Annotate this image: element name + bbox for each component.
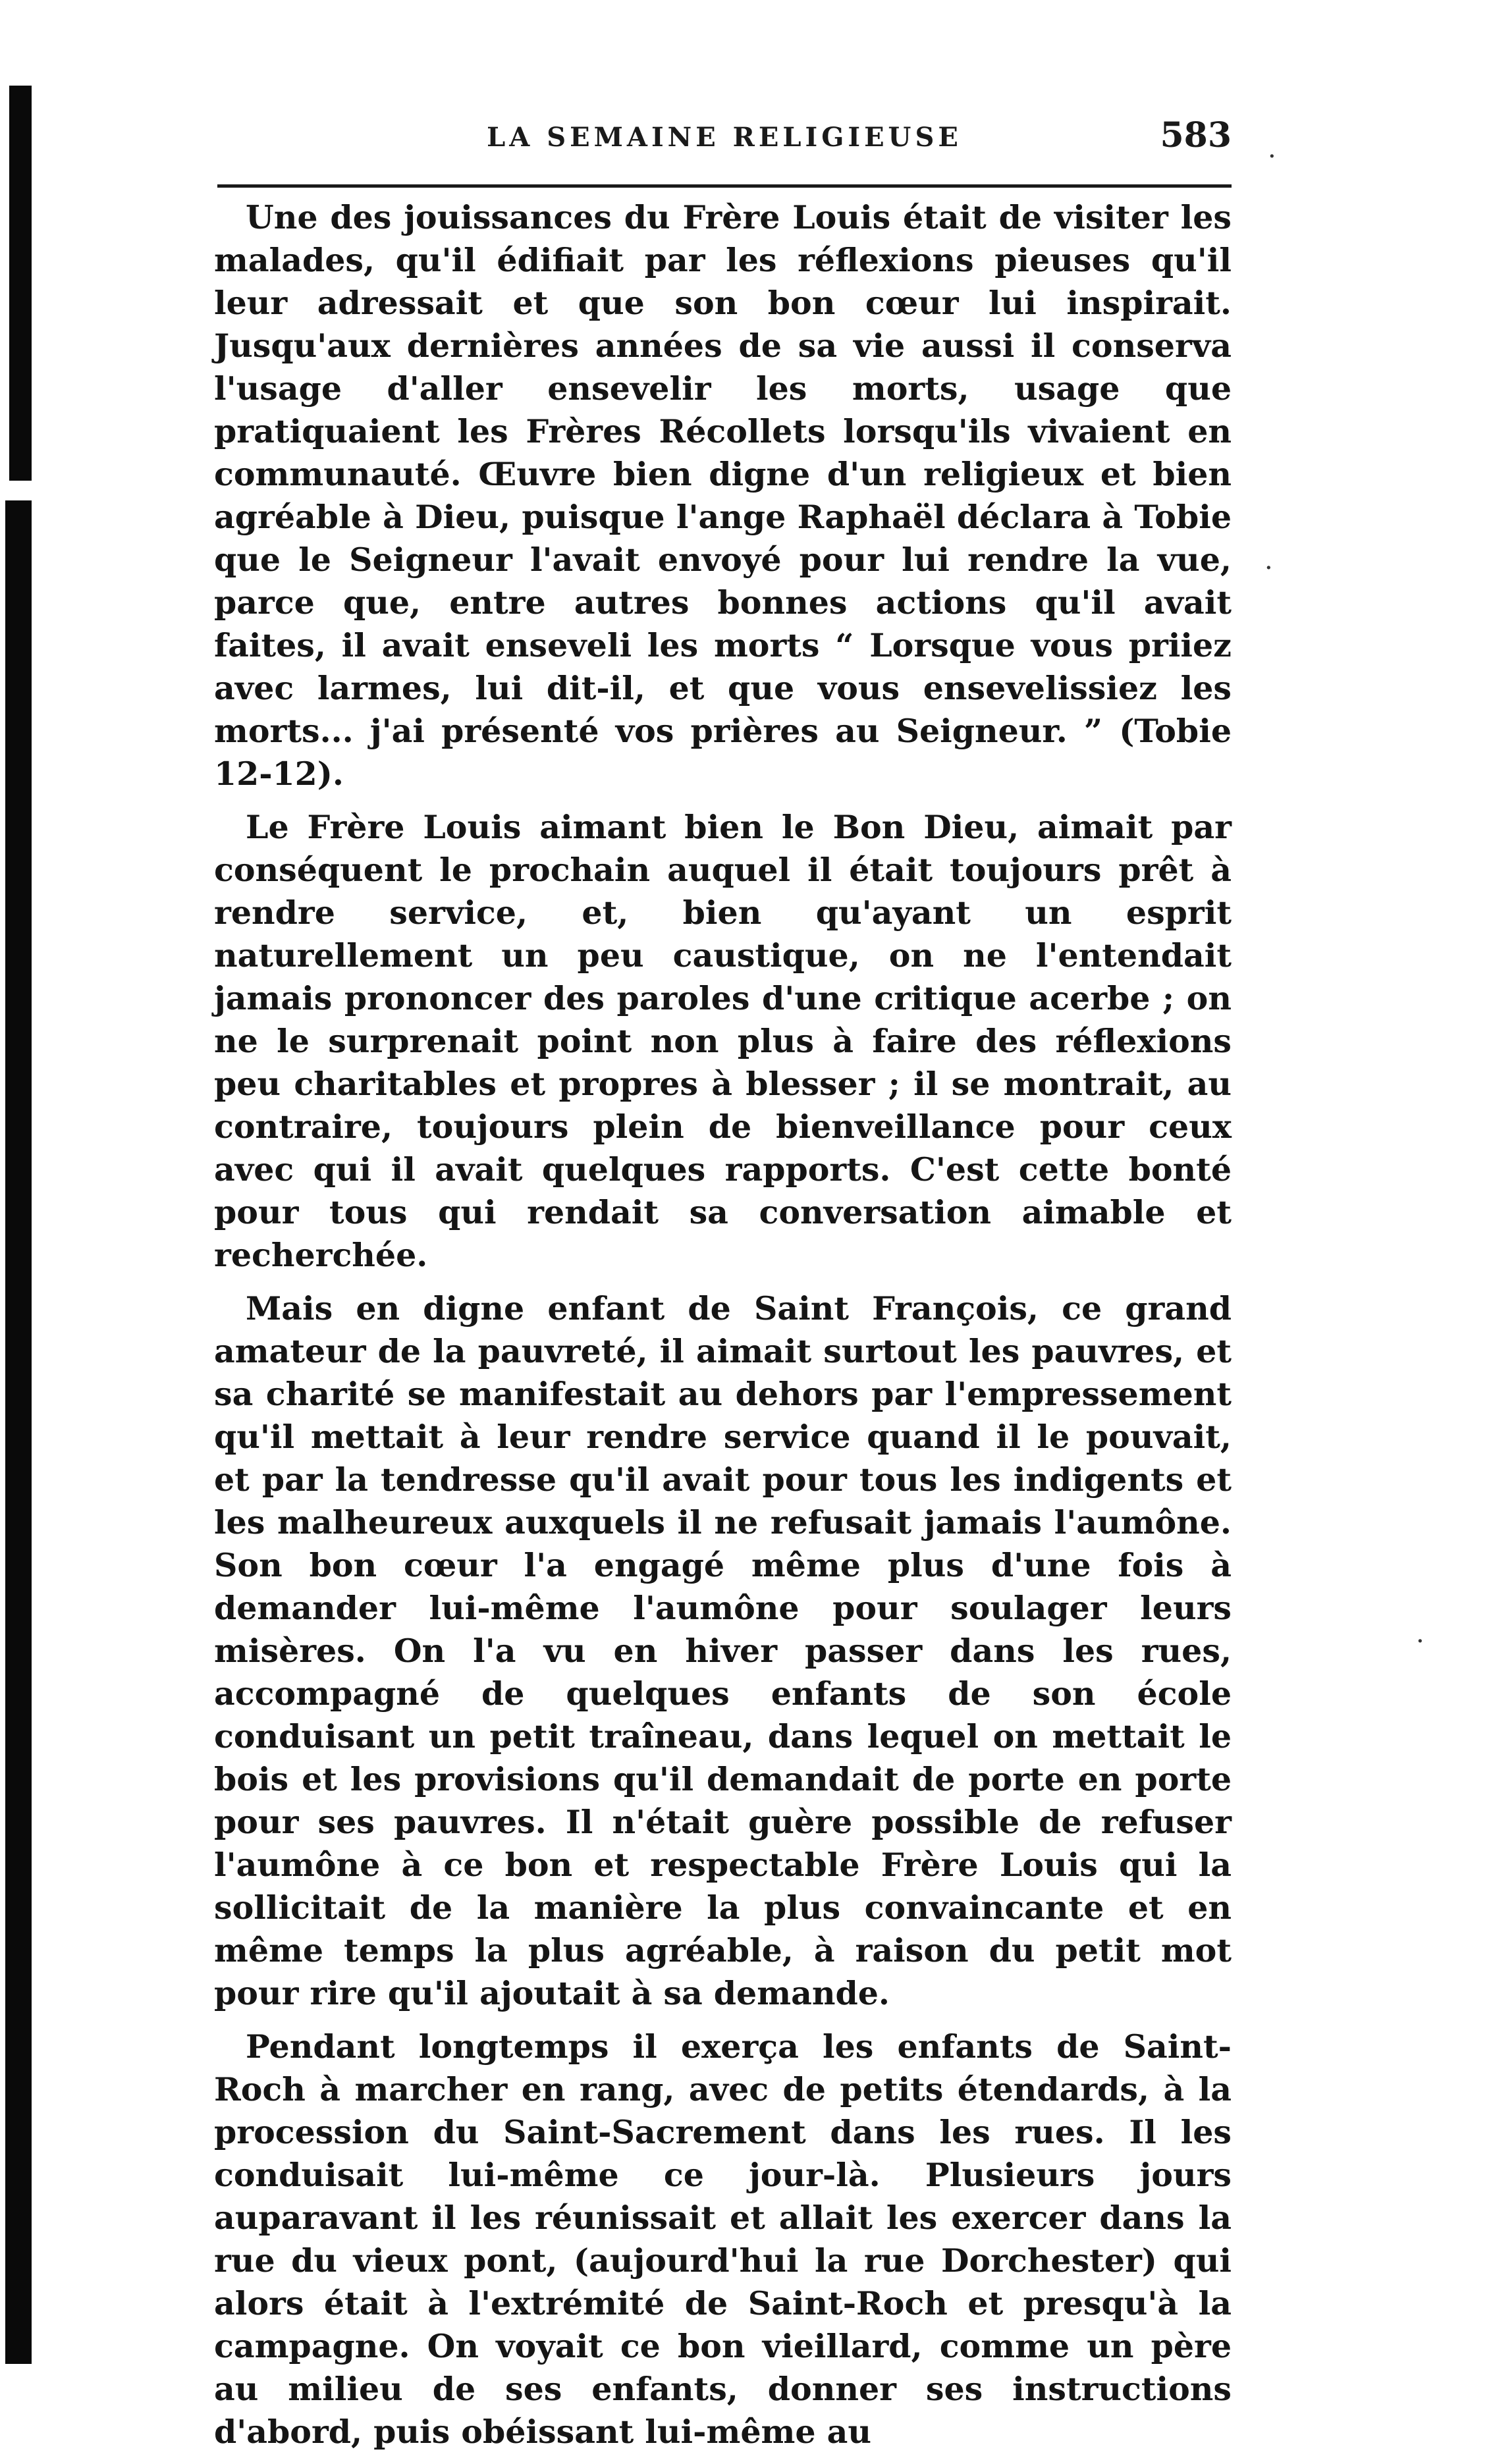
- margin-speck: ·: [1416, 1626, 1425, 1657]
- paragraph-love-of-neighbour: Le Frère Louis aimant bien le Bon Dieu, aimait par conséquent le prochain auquel il était toujours prêt à rendre service, et, bien qu'ayant un esprit naturellement un peu caustique, on ne l'entendait jamais prononcer des paroles d'une critique acerbe ; on ne le surprenait point non plus à faire des réflexions peu charitables et propres à blesser ; il se montrait, au contraire, toujours plein de bienveillance pour ceux avec qui il avait quelques rapports. C'est cette bonté pour tous qui rendait sa conversation aimable et recherchée.: [214, 808, 1232, 1274]
- paragraph-visiting-the-sick: Une des jouissances du Frère Louis était de visiter les malades, qu'il édifiait par les réflexions pieuses qu'il leur adressait et que son bon cœur lui inspirait. Jusqu'aux dernières années de sa vie aussi il conserva l'usage d'aller ensevelir les morts, usage que pratiquaient les Frères Récollets lorsqu'ils vivaient en communauté. Œuvre bien digne d'un religieux et bien agréable à Dieu, puisque l'ange Raphaël déclara à Tobie que le Seigneur l'avait envoyé pour lui rendre la vue, parce que, entre autres bonnes actions qu'il avait faites, il avait enseveli les morts “ Lorsque vous priiez avec larmes, lui dit-il, et que vous ensevelissiez les morts... j'ai présenté vos prières au Seigneur. ” (Tobie 12-12).: [214, 198, 1232, 793]
- binding-shadow-lower: [5, 500, 32, 2364]
- paragraph-procession: Pendant longtemps il exerça les enfants de Saint-Roch à marcher en rang, avec de petits étendards, à la procession du Saint-Sacrement dans les rues. Il les conduisait lui-même ce jour-là. Plusieurs jours auparavant il les réunissait et allait les exercer dans la rue du vieux pont, (aujourd'hui la rue Dorchester) qui alors était à l'extrémité de Saint-Roch et presqu'à la campagne. On voyait ce bon vieillard, comme un père au milieu de ses enfants, donner ses instructions d'abord, puis obéissant lui-même au: [214, 2027, 1232, 2451]
- header-rule: [217, 184, 1232, 188]
- page-binding-edge: [0, 0, 41, 2364]
- page-header: [217, 115, 1232, 168]
- paragraph-love-of-the-poor: Mais en digne enfant de Saint François, ce grand amateur de la pauvreté, il aimait surtout les pauvres, et sa charité se manifestait au dehors par l'empressement qu'il mettait à leur rendre service quand il le pouvait, et par la tendresse qu'il avait pour tous les indigents et les malheureux auxquels il ne refusait jamais l'aumône. Son bon cœur l'a engagé même plus d'une fois à demander lui-même l'aumône pour soulager leurs misères. On l'a vu en hiver passer dans les rues, accompagné de quelques enfants de son école conduisant un petit traîneau, dans lequel on mettait le bois et les provisions qu'il demandait de porte en porte pour ses pauvres. Il n'était guère possible de refuser l'aumône à ce bon et respectable Frère Louis qui la sollicitait de la manière la plus convaincante et en même temps la plus agréable, à raison du petit mot pour rire qu'il ajoutait à sa demande.: [214, 1289, 1232, 2012]
- binding-shadow-upper: [9, 86, 32, 481]
- body-text: [214, 196, 1232, 2464]
- running-head: LA SEMAINE RELIGIEUSE: [487, 122, 962, 153]
- page-number: 583: [1160, 115, 1232, 155]
- margin-speck: ·: [1264, 553, 1273, 583]
- margin-speck: ·: [1268, 142, 1276, 172]
